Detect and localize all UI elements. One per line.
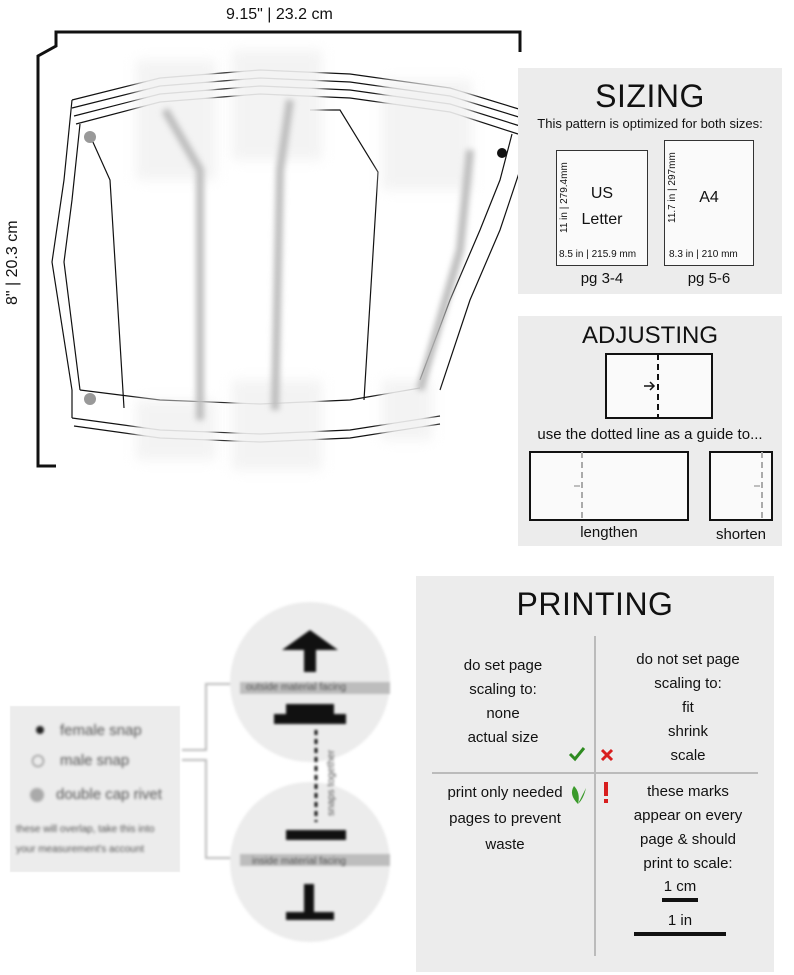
legend-note-line2: your measurement's account bbox=[16, 844, 145, 855]
needed-pages-line: pages to prevent bbox=[449, 810, 561, 827]
us-letter-name-line2: Letter bbox=[581, 211, 623, 228]
adjusting-guide-text: use the dotted line as a guide to... bbox=[537, 426, 763, 443]
shorten-label: shorten bbox=[715, 526, 767, 543]
sizing-title: SIZING bbox=[595, 78, 705, 114]
legend-note bbox=[16, 820, 176, 860]
lengthen-page-diagram bbox=[530, 452, 688, 520]
do-not-set-option: fit bbox=[682, 699, 694, 716]
marks-note-line: page & should bbox=[640, 831, 736, 848]
inside-material-label: inside material facing bbox=[252, 856, 346, 867]
rivet-icon bbox=[30, 788, 44, 802]
male-snap-icon bbox=[32, 755, 44, 767]
marks-note-line: print to scale: bbox=[643, 855, 733, 872]
snap-diagram bbox=[170, 600, 410, 975]
male-snap-label: male snap bbox=[60, 752, 130, 769]
female-snap-label: female snap bbox=[60, 722, 142, 739]
scale-in-bar bbox=[634, 932, 726, 936]
do-set-heading-line2: scaling to: bbox=[469, 681, 537, 698]
leaf-icon bbox=[568, 782, 588, 806]
scale-cm-bar bbox=[662, 898, 698, 902]
rivet-legend-item bbox=[30, 786, 162, 804]
pattern-width-label: 9.15" | 23.2 cm bbox=[226, 6, 333, 23]
do-set-option: actual size bbox=[467, 729, 539, 746]
us-letter-width-label: 8.5 in | 215.9 mm bbox=[559, 249, 637, 260]
printing-divider-horizontal bbox=[432, 772, 758, 774]
female-snap-icon bbox=[36, 726, 44, 734]
snap-legend bbox=[10, 706, 180, 872]
check-icon bbox=[568, 746, 586, 762]
us-letter-height-label: 11 in | 279.4mm bbox=[559, 162, 570, 233]
us-letter-name bbox=[557, 181, 647, 233]
adjusting-title: ADJUSTING bbox=[581, 322, 718, 349]
male-snap-legend-item bbox=[44, 752, 129, 770]
a4-width-label: 8.3 in | 210 mm bbox=[669, 249, 738, 260]
a4-pages: pg 5-6 bbox=[687, 270, 731, 287]
marks-note-line: these marks bbox=[647, 783, 729, 800]
sizing-panel bbox=[518, 68, 782, 294]
do-set-block bbox=[416, 654, 590, 750]
needed-pages-line: waste bbox=[485, 836, 525, 853]
adjusting-panel bbox=[518, 316, 782, 546]
a4-name: A4 bbox=[699, 189, 719, 206]
outside-material-label: outside material facing bbox=[246, 682, 347, 693]
scale-cm-label: 1 cm bbox=[663, 878, 697, 895]
needed-pages-line: print only needed bbox=[447, 784, 563, 801]
us-letter-pages: pg 3-4 bbox=[580, 270, 624, 287]
do-not-set-option: shrink bbox=[667, 723, 708, 740]
printing-panel bbox=[416, 576, 774, 972]
us-letter-page-diagram bbox=[556, 150, 648, 266]
do-not-set-block bbox=[602, 648, 774, 768]
female-snap-legend-item bbox=[44, 722, 142, 740]
do-set-heading-line1: do set page bbox=[463, 657, 543, 674]
us-letter-name-line1: US bbox=[590, 185, 614, 202]
do-not-set-heading-line1: do not set page bbox=[636, 651, 740, 668]
pattern-height-label: 8" | 20.3 cm bbox=[4, 220, 21, 305]
do-not-set-heading-line2: scaling to: bbox=[654, 675, 722, 692]
rivet-label: double cap rivet bbox=[56, 786, 162, 803]
scale-in-label: 1 in bbox=[667, 912, 693, 929]
printing-title: PRINTING bbox=[516, 586, 674, 622]
a4-page-diagram bbox=[664, 140, 754, 266]
lengthen-label: lengthen bbox=[580, 524, 638, 541]
marks-note-line: appear on every bbox=[633, 807, 743, 824]
printing-divider-vertical bbox=[594, 636, 596, 956]
do-set-option: none bbox=[486, 705, 520, 722]
do-not-set-option: scale bbox=[670, 747, 706, 764]
snaps-together-label: snaps together bbox=[326, 749, 337, 816]
sizing-subtitle: This pattern is optimized for both sizes: bbox=[537, 116, 763, 131]
a4-height-label: 11.7 in | 297mm bbox=[667, 152, 678, 223]
marks-note-block bbox=[602, 780, 774, 876]
legend-note-line1: these will overlap, take this into bbox=[16, 824, 155, 835]
